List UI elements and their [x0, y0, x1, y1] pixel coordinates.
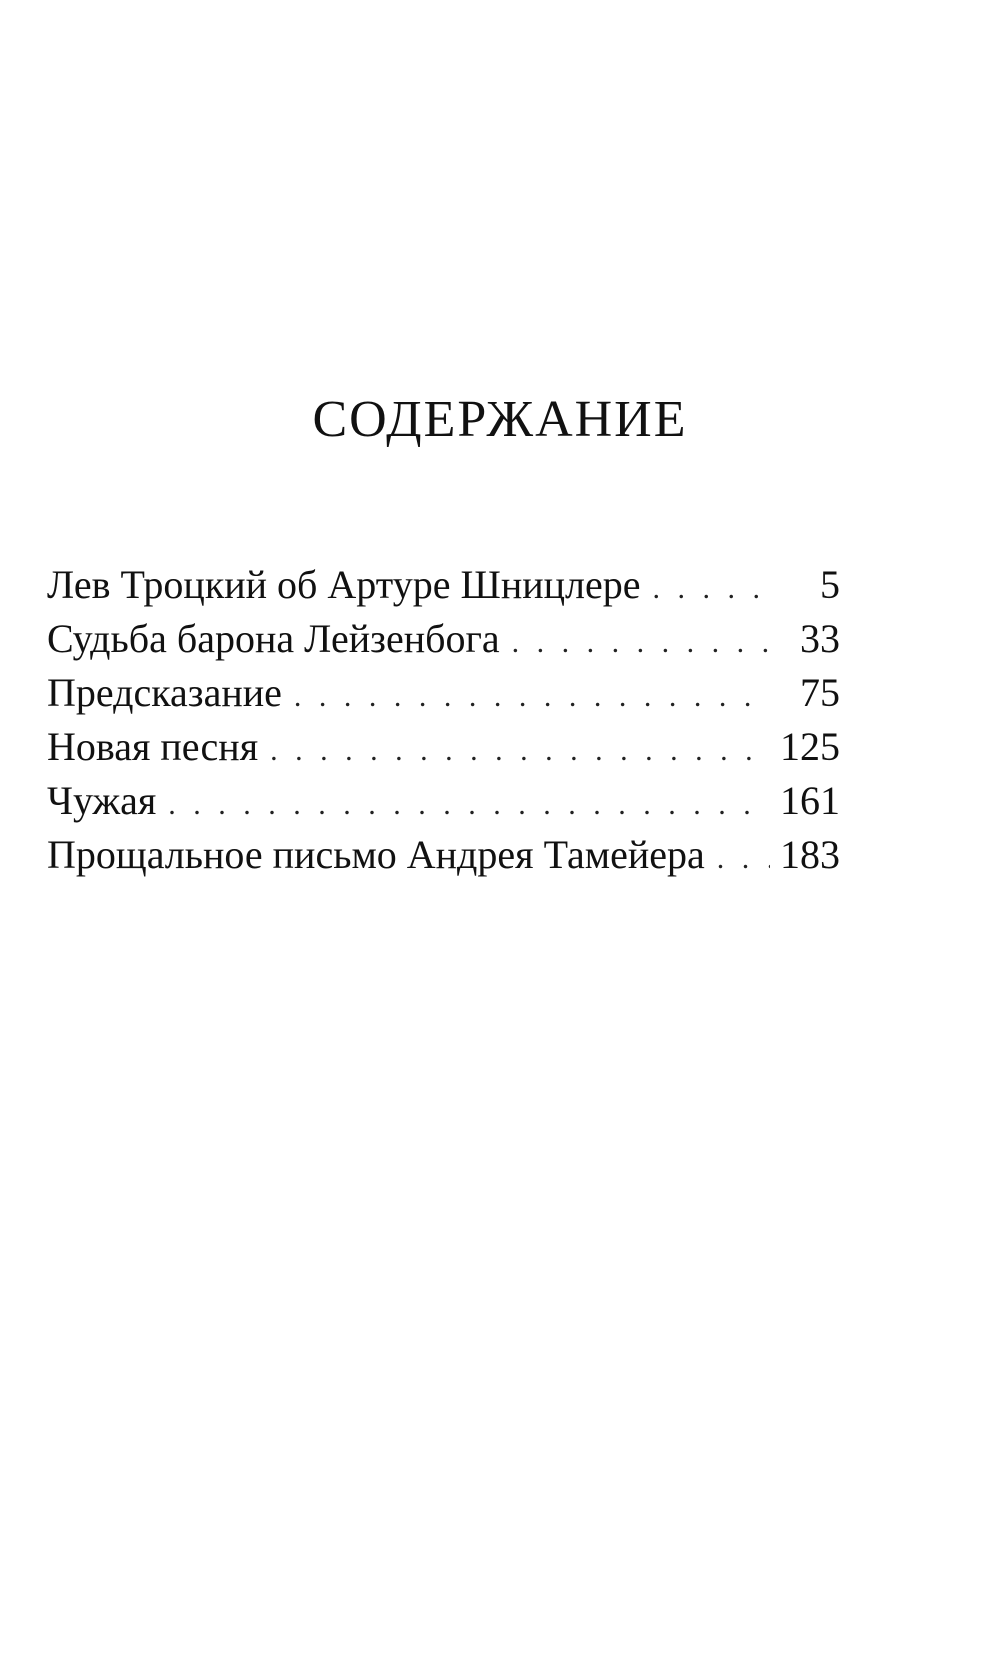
toc-entry [47, 666, 840, 720]
dot-leader [717, 832, 770, 886]
toc-entry-title: Лев Троцкий об Артуре Шницлере [47, 562, 641, 607]
toc-entry-title: Судьба барона Лейзенбога [47, 616, 500, 661]
dot-leader [294, 670, 770, 724]
dot-leader [270, 724, 770, 778]
dot-leader [168, 778, 770, 832]
toc-entry-page: 33 [800, 616, 840, 661]
toc-entry-page: 75 [800, 670, 840, 715]
toc-entry [47, 612, 840, 666]
toc-entry-title: Предсказание [47, 670, 282, 715]
toc-entry [47, 828, 840, 882]
toc-entry-page: 161 [780, 778, 840, 823]
dot-leader [653, 562, 770, 616]
dot-leader [512, 616, 770, 670]
toc-entry-page: 5 [820, 562, 840, 607]
table-of-contents [47, 558, 840, 882]
page-title: СОДЕРЖАНИЕ [312, 391, 688, 448]
toc-entry-title: Новая песня [47, 724, 259, 769]
toc-entry-title: Чужая [47, 778, 157, 823]
toc-entry-page: 183 [780, 832, 840, 877]
toc-entry [47, 774, 840, 828]
toc-entry-title: Прощальное письмо Андрея Тамейера [47, 832, 705, 877]
toc-entry-page: 125 [780, 724, 840, 769]
toc-entry [47, 558, 840, 612]
toc-entry [47, 720, 840, 774]
